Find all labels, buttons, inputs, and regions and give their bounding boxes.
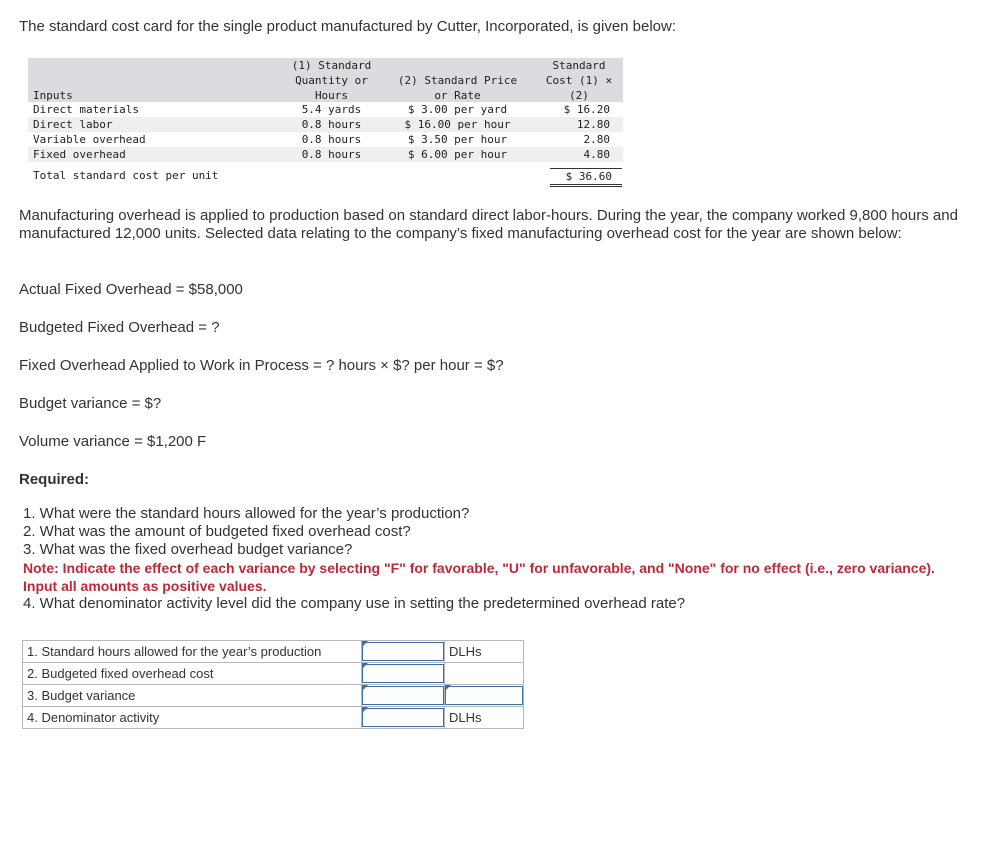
row-cost: 4.80 [583, 148, 610, 161]
actual-fixed-overhead-line: Actual Fixed Overhead = $58,000 [19, 281, 243, 298]
answer-row-budget-variance [23, 685, 524, 707]
question-3: 3. What was the fixed overhead budget variance? [23, 541, 353, 558]
row-price: $ 6.00 per hour [407, 148, 508, 161]
answer-label: 4. Denominator activity [23, 707, 362, 729]
budget-variance-input[interactable] [362, 685, 445, 707]
row-price: $ 3.50 per hour [407, 133, 508, 146]
answer-unit [445, 663, 524, 685]
required-heading: Required: [19, 471, 90, 488]
answer-label: 3. Budget variance [23, 685, 362, 707]
question-2: 2. What was the amount of budgeted fixed overhead cost? [23, 523, 411, 540]
row-quantity: 0.8 hours [301, 148, 362, 161]
answer-unit: DLHs [445, 641, 524, 663]
answer-table [22, 640, 524, 729]
header-standard-cost: Standard Cost (1) × (2) [545, 59, 613, 102]
row-quantity: 0.8 hours [301, 133, 362, 146]
intro-text: The standard cost card for the single product manufactured by Cutter, Incorporated, is given below: [19, 18, 677, 35]
budget-variance-line: Budget variance = $? [19, 395, 162, 412]
variance-note: Note: Indicate the effect of each variance by selecting "F" for favorable, "U" for unfavorable, and "None" for no effect (i.e., zero variance). Input all amounts as positive values. [23, 560, 935, 594]
budgeted-overhead-input[interactable] [362, 663, 445, 685]
answer-label: 1. Standard hours allowed for the year’s production [23, 641, 362, 663]
row-quantity: 5.4 yards [301, 103, 362, 116]
budgeted-fixed-overhead-line: Budgeted Fixed Overhead = ? [19, 319, 220, 336]
header-standard-quantity: (1) Standard Quantity or Hours [291, 59, 372, 102]
row-cost: 2.80 [583, 133, 610, 146]
row-price: $ 3.00 per yard [407, 103, 508, 116]
row-quantity: 0.8 hours [301, 118, 362, 131]
header-standard-price: (2) Standard Price or Rate [397, 74, 518, 102]
cost-row-variable-overhead [28, 132, 623, 147]
description-paragraph: Manufacturing overhead is applied to production based on standard direct labor-hours. During the year, the company worked 9,800 hours and manufactured 12,000 units. Selected data relating to the company’s fixed manufacturing overhead cost for the year are shown below: [19, 207, 958, 242]
total-value: $ 36.60 [550, 168, 622, 187]
cost-row-total [28, 168, 623, 183]
variance-effect-select[interactable] [445, 685, 524, 707]
answer-row-denominator-activity [23, 707, 524, 729]
cost-row-direct-materials [28, 102, 623, 117]
cost-row-direct-labor [28, 117, 623, 132]
row-cost: $ 16.20 [563, 103, 610, 116]
row-label: Direct materials [33, 103, 139, 116]
total-label: Total standard cost per unit [33, 169, 219, 182]
fixed-overhead-applied-line: Fixed Overhead Applied to Work in Process = ? hours × $? per hour = $? [19, 357, 504, 374]
row-price: $ 16.00 per hour [404, 118, 511, 131]
answer-row-standard-hours [23, 641, 524, 663]
row-label: Direct labor [33, 118, 113, 131]
header-inputs: Inputs [33, 89, 73, 102]
row-label: Variable overhead [33, 133, 146, 146]
row-label: Fixed overhead [33, 148, 126, 161]
cost-card-header [28, 58, 623, 102]
standard-cost-card [28, 58, 623, 183]
answer-row-budgeted-overhead [23, 663, 524, 685]
denominator-activity-input[interactable] [362, 707, 445, 729]
question-4: 4. What denominator activity level did the company use in setting the predetermined overhead rate? [23, 595, 686, 612]
standard-hours-input[interactable] [362, 641, 445, 663]
volume-variance-line: Volume variance = $1,200 F [19, 433, 207, 450]
row-cost: 12.80 [576, 118, 610, 131]
answer-label: 2. Budgeted fixed overhead cost [23, 663, 362, 685]
cost-row-fixed-overhead [28, 147, 623, 162]
question-list [19, 505, 943, 613]
answer-unit: DLHs [445, 707, 524, 729]
question-1: 1. What were the standard hours allowed for the year’s production? [23, 505, 470, 522]
